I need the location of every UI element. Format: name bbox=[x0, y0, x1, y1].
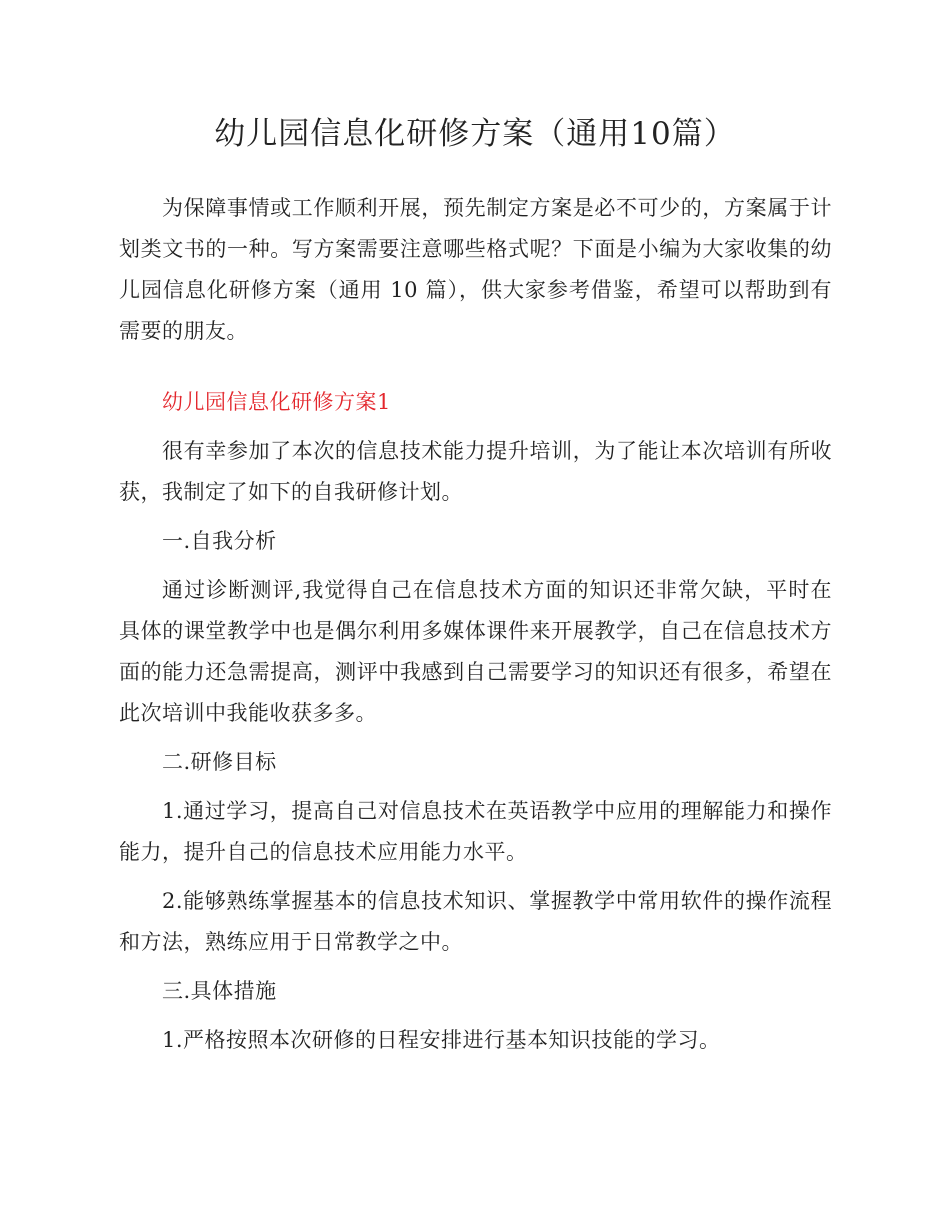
intro-paragraph: 为保障事情或工作顺利开展，预先制定方案是必不可少的，方案属于计划类文书的一种。写方案需要注意哪些格式呢？下面是小编为大家收集的幼儿园信息化研修方案（通用 10 篇），供大家参考借鉴，希望可以帮助到有需要的朋友。 bbox=[119, 196, 832, 343]
measure-item-1: 1.严格按照本次研修的日程安排进行基本知识技能的学习。 bbox=[162, 1028, 721, 1052]
section-intro-paragraph: 很有幸参加了本次的信息技术能力提升培训，为了能让本次培训有所收获，我制定了如下的自我研修计划。 bbox=[119, 439, 832, 504]
goal-item-2: 2.能够熟练掌握基本的信息技术知识、掌握教学中常用软件的操作流程和方法，熟练应用于日常教学之中。 bbox=[119, 889, 832, 954]
document-title: 幼儿园信息化研修方案（通用10篇） bbox=[214, 116, 736, 152]
goal-item-1: 1.通过学习，提高自己对信息技术在英语教学中应用的理解能力和操作能力，提升自己的信息技术应用能力水平。 bbox=[119, 799, 832, 864]
document-body bbox=[119, 188, 832, 1069]
section-title: 幼儿园信息化研修方案1 bbox=[162, 390, 391, 414]
heading-goals: 二.研修目标 bbox=[162, 750, 277, 774]
heading-self-analysis: 一.自我分析 bbox=[162, 529, 277, 553]
heading-measures: 三.具体措施 bbox=[162, 979, 277, 1003]
self-analysis-paragraph: 通过诊断测评,我觉得自己在信息技术方面的知识还非常欠缺，平时在具体的课堂教学中也是偶尔利用多媒体课件来开展教学，自己在信息技术方面的能力还急需提高，测评中我感到自己需要学习的知识还有很多，希望在此次培训中我能收获多多。 bbox=[119, 578, 832, 725]
